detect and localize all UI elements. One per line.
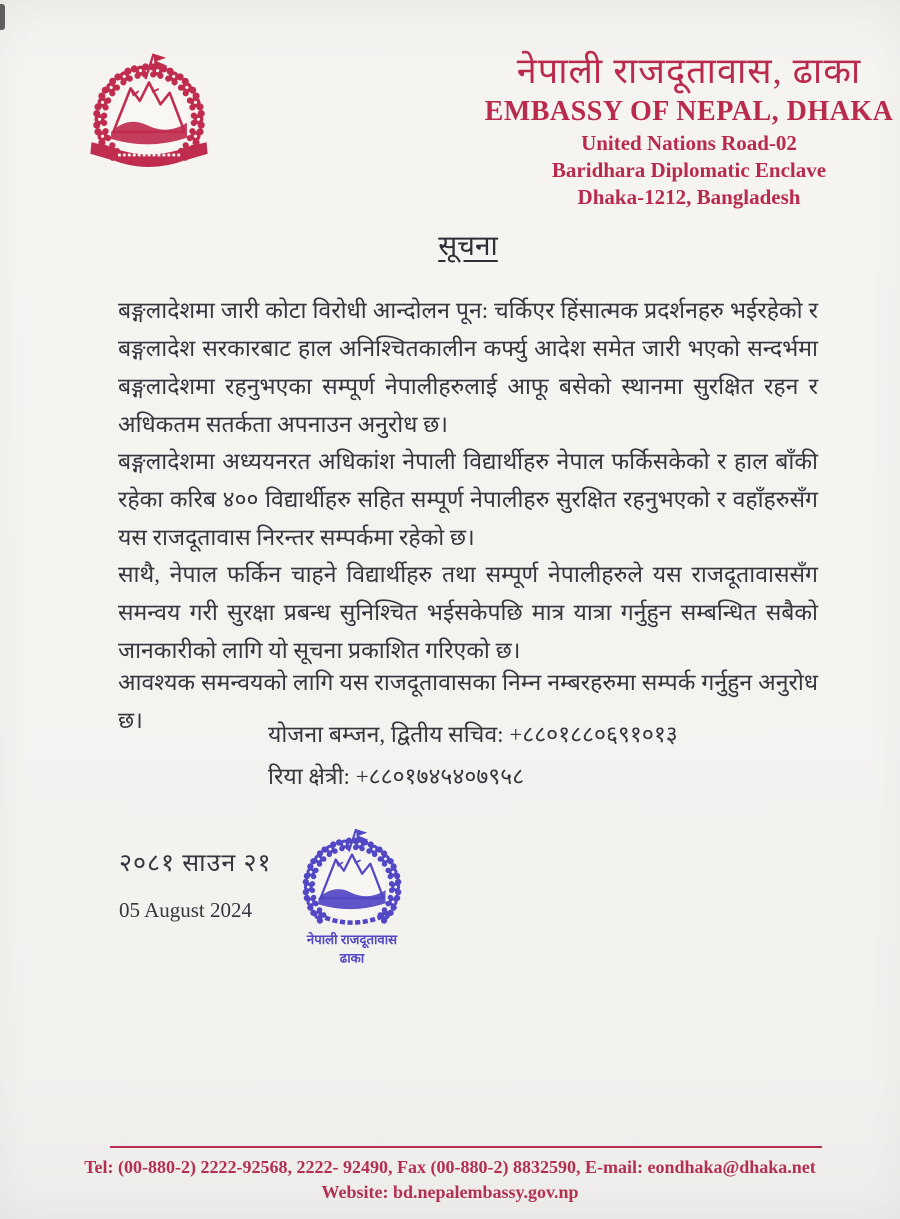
notice-paragraph-3: साथै, नेपाल फर्किन चाहने विद्यार्थीहरु तथा सम्पूर्ण नेपालीहरुले यस राजदूतावाससँग समन्वय गरी सुरक्षा प्रबन्ध सुनिश्चित भईसकेपछि मात्र यात्रा गर्नुहुन सम्बन्धित सबैको जानकारीको लागि यो सूचना प्रकाशित गरिएको छ। bbox=[118, 562, 818, 663]
notice-title bbox=[118, 226, 818, 264]
contact-line-1 bbox=[268, 714, 828, 756]
notice-title-text: सूचना bbox=[438, 231, 498, 262]
contact-1-name: योजना बम्जन, द्वितीय सचिव: bbox=[268, 722, 504, 747]
address-line-1: United Nations Road-02 bbox=[581, 131, 797, 155]
footer-divider bbox=[110, 1146, 822, 1148]
letterhead bbox=[478, 50, 900, 211]
scan-edge-artifact bbox=[0, 4, 5, 30]
address-line-2: Baridhara Diplomatic Enclave bbox=[551, 158, 827, 182]
notice-paragraph-1: बङ्गलादेशमा जारी कोटा विरोधी आन्दोलन पून: चर्किएर हिंसात्मक प्रदर्शनहरु भईरहेको र बङ्गलादेश सरकारबाट हाल अनिश्चितकालीन कर्फ्यु आदेश समेत जारी भएको सन्दर्भमा बङ्गलादेशमा रहनुभएका सम्पूर्ण नेपालीहरुलाई आफू बसेको स्थानमा सुरक्षित रहन र अधिकतम सतर्कता अपनाउन अनुरोध छ। bbox=[118, 298, 818, 437]
contact-numbers bbox=[268, 714, 828, 798]
contact-2-phone: +८८०१७४५४०७९५८ bbox=[355, 764, 525, 789]
contact-line-2 bbox=[268, 756, 828, 798]
footer-contact-line: Tel: (00-880-2) 2222-92568, 2222- 92490, Fax (00-880-2) 8832590, E-mail: eondhaka@dhaka.net bbox=[84, 1157, 816, 1177]
date-nepali: २०८१ साउन २१ bbox=[119, 850, 272, 877]
embassy-stamp-icon bbox=[291, 824, 413, 977]
notice-paragraph-2: बङ्गलादेशमा अध्ययनरत अधिकांश नेपाली विद्यार्थीहरु नेपाल फर्किसकेको र हाल बाँकी रहेका करिब ४०० विद्यार्थीहरु सहित सम्पूर्ण नेपालीहरु सुरक्षित रहनुभएको र वहाँहरुसँग यस राजदूतावास निरन्तर सम्पर्कमा रहेको छ। bbox=[118, 449, 818, 550]
stamp-text-line-1: नेपाली राजदूतावास bbox=[306, 931, 398, 947]
contact-2-name: रिया क्षेत्री: bbox=[268, 764, 350, 789]
date-english: 05 August 2024 bbox=[119, 898, 253, 922]
embassy-name-nepali: नेपाली राजदूतावास, ढाका bbox=[516, 51, 862, 91]
notice-paragraph-4: आवश्यक समन्वयको लागि यस राजदूतावासका निम्न नम्बरहरुमा सम्पर्क गर्नुहुन अनुरोध छ। bbox=[118, 670, 818, 733]
embassy-name-english: EMBASSY OF NEPAL, DHAKA bbox=[484, 96, 894, 127]
footer bbox=[70, 1155, 830, 1205]
stamp-text-line-2: ढाका bbox=[339, 950, 365, 966]
contact-1-phone: +८८०१८८०६९१०१३ bbox=[509, 722, 678, 747]
address-line-3: Dhaka-1212, Bangladesh bbox=[577, 185, 801, 209]
nepal-coat-of-arms-icon bbox=[80, 48, 218, 200]
footer-website-line: Website: bd.nepalembassy.gov.np bbox=[321, 1182, 579, 1202]
